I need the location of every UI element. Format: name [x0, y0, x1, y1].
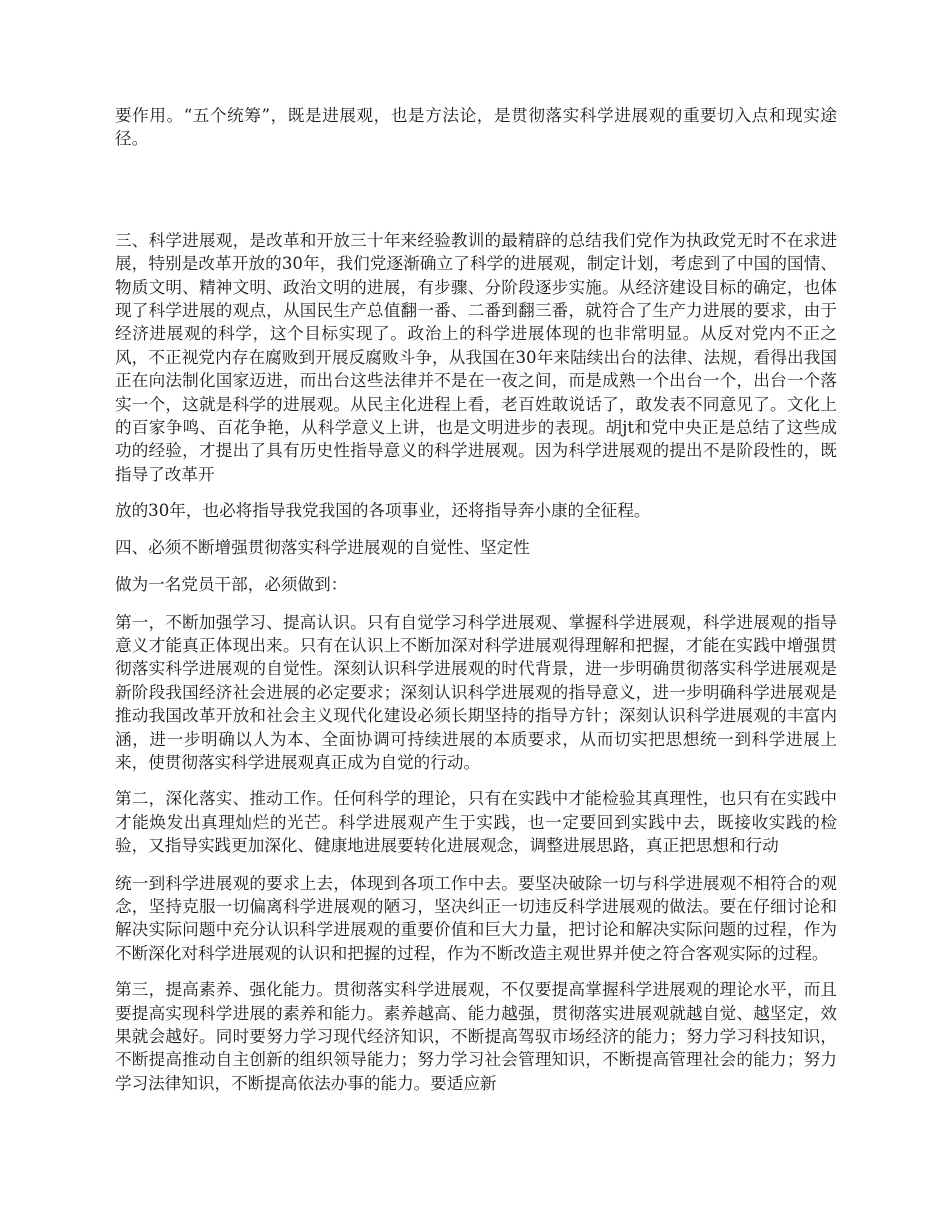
- paragraph-second-point: 第二，深化落实、推动工作。任何科学的理论，只有在实践中才能检验其真理性，也只有在实践中才能焕发出真理灿烂的光芒。科学进展观产生于实践，也一定要回到实践中去，既接收实践的检验，又指导实践更加深化、健康地进展要转化进展观念，调整进展思路，真正把思想和行动: [115, 789, 837, 856]
- paragraph-section-three: 三、科学进展观，是改革和开放三十年来经验教训的最精辟的总结我们党作为执政党无时不在求进展，特别是改革开放的30年，我们党逐渐确立了科学的进展观，制定计划，考虑到了中国的国情、物质文明、精神文明、政治文明的进展，有步骤、分阶段逐步实施。从经济建设目标的确定，也体现了科学进展的观点，从国民生产总值翻一番、二番到翻三番，就符合了生产力进展的要求，由于经济进展观的科学，这个目标实现了。政治上的科学进展体现的也非常明显。从反对党内不正之风，不正视党内存在腐败到开展反腐败斗争，从我国在30年来陆续出台的法律、法规，看得出我国正在向法制化国家迈进，而出台这些法律并不是在一夜之间，而是成熟一个出台一个，出台一个落实一个，这就是科学的进展观。从民主化进程上看，老百姓敢说话了，敢发表不同意见了。文化上的百家争鸣、百花争艳，从科学意义上讲，也是文明进步的表现。胡jt和党中央正是总结了这些成功的经验，才提出了具有历史性指导意义的科学进展观。因为科学进展观的提出不是阶段性的，既指导了改革开: [115, 230, 837, 484]
- heading-section-four: 四、必须不断增强贯彻落实科学进展观的自觉性、坚定性: [115, 537, 530, 557]
- document-page: [115, 104, 837, 1095]
- paragraph-first-point: 第一，不断加强学习、提高认识。只有自觉学习科学进展观、掌握科学进展观，科学进展观的指导意义才能真正体现出来。只有在认识上不断加深对科学进展观得理解和把握，才能在实践中增强贯彻落实科学进展观的自觉性。深刻认识科学进展观的时代背景，进一步明确贯彻落实科学进展观是新阶段我国经济社会进展的必定要求；深刻认识科学进展观的指导意义，进一步明确科学进展观是推动我国改革开放和社会主义现代化建设必须长期坚持的指导方针；深刻认识科学进展观的丰富内涵，进一步明确以人为本、全面协调可持续进展的本质要求，从而切实把思想统一到科学进展上来，使贯彻落实科学进展观真正成为自觉的行动。: [115, 612, 837, 772]
- paragraph-second-point-continued: 统一到科学进展观的要求上去，体现到各项工作中去。要坚决破除一切与科学进展观不相符合的观念，坚持克服一切偏离科学进展观的陋习，坚决纠正一切违反科学进展观的做法。要在仔细讨论和解决实际问题中充分认识科学进展观的重要价值和巨大力量，把讨论和解决实际问题的过程，作为不断深化对科学进展观的认识和把握的过程，作为不断改造主观世界并使之符合客观实际的过程。: [115, 873, 837, 963]
- paragraph-thirty-years: 放的30年，也必将指导我党我国的各项事业，还将指导奔小康的全征程。: [115, 501, 651, 521]
- paragraph-third-point: 第三，提高素养、强化能力。贯彻落实科学进展观，不仅要提高掌握科学进展观的理论水平，而且要提高实现科学进展的素养和能力。素养越高、能力越强，贯彻落实进展观就越自觉、越坚定，效果就会越好。同时要努力学习现代经济知识，不断提高驾驭市场经济的能力；努力学习科技知识，不断提高推动自主创新的组织领导能力；努力学习社会管理知识，不断提高管理社会的能力；努力学习法律知识，不断提高依法办事的能力。要适应新: [115, 980, 837, 1093]
- paragraph-five-coordinations: 要作用。“五个统筹”，既是进展观，也是方法论，是贯彻落实科学进展观的重要切入点和现实途径。: [115, 106, 837, 149]
- paragraph-party-member: 做为一名党员干部，必须做到：: [115, 575, 348, 595]
